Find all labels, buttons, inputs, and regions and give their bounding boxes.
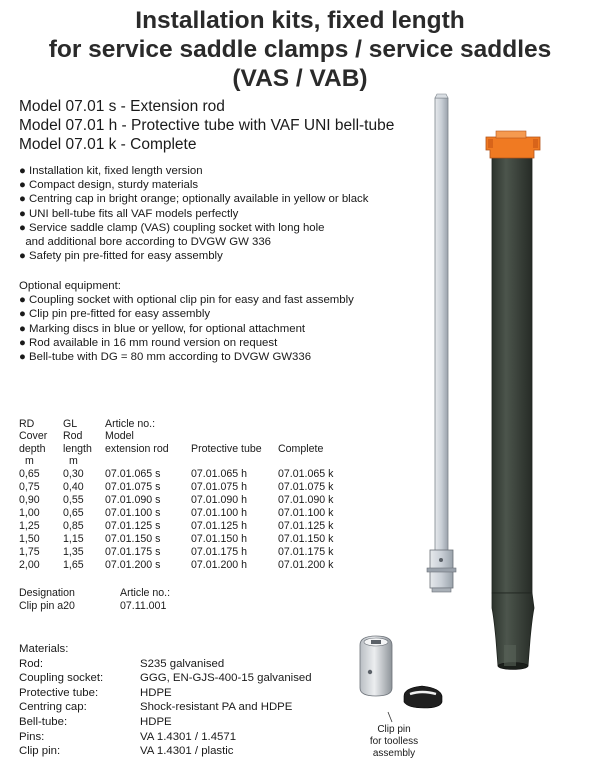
- cell-rd: 1,25: [19, 520, 40, 532]
- material-label: Clip pin:: [19, 745, 61, 758]
- cell-rd: 1,50: [19, 533, 40, 545]
- cell-rod: 07.01.125 s: [105, 520, 161, 532]
- header-article: Article no.:: [105, 418, 156, 430]
- clip-pin-illustration: [360, 636, 442, 722]
- cell-tube: 07.01.125 h: [191, 520, 247, 532]
- material-value: S235 galvanised: [140, 657, 225, 670]
- header-rd: RD: [19, 418, 35, 430]
- cell-complete: 07.01.150 k: [278, 533, 334, 545]
- cell-rd: 1,00: [19, 507, 40, 519]
- clip-designation: Clip pin a20: [19, 600, 75, 612]
- cell-gl: 1,65: [63, 559, 84, 571]
- material-value: VA 1.4301 / 1.4571: [140, 730, 237, 743]
- cell-rod: 07.01.100 s: [105, 507, 161, 519]
- materials-heading: Materials:: [19, 643, 69, 655]
- cell-rod: 07.01.065 s: [105, 468, 161, 480]
- cell-rod: 07.01.150 s: [105, 533, 161, 545]
- feature-item: ● Centring cap in bright orange; optionally available in yellow or black: [19, 193, 369, 206]
- cell-complete: 07.01.090 k: [278, 494, 334, 506]
- optional-item: ● Marking discs in blue or yellow, for optional attachment: [19, 322, 306, 335]
- clip-article: 07.11.001: [120, 600, 167, 612]
- header-article: Model: [105, 430, 134, 443]
- extension-rod-illustration: [427, 94, 456, 592]
- material-value: HDPE: [140, 686, 172, 699]
- header-gl: GL: [63, 418, 78, 430]
- feature-item: and additional bore according to DVGW GW 336: [19, 236, 271, 249]
- cell-tube: 07.01.100 h: [191, 507, 247, 519]
- feature-item: ● UNI bell-tube fits all VAF models perfectly: [19, 207, 239, 220]
- title-line-1: Installation kits, fixed length: [135, 7, 465, 34]
- cell-rd: 0,75: [19, 481, 40, 493]
- optional-item: ● Coupling socket with optional clip pin for easy and fast assembly: [19, 294, 354, 307]
- cell-gl: 0,40: [63, 481, 84, 493]
- cell-rd: 2,00: [19, 559, 40, 571]
- cell-tube: 07.01.150 h: [191, 533, 247, 545]
- cell-gl: 0,65: [63, 507, 84, 519]
- optional-heading: Optional equipment:: [19, 280, 121, 292]
- cell-gl: 0,85: [63, 520, 84, 532]
- caption-line: for toolless: [369, 736, 419, 747]
- clip-article-label: Article no.:: [120, 587, 171, 599]
- header-rd: depth: [19, 442, 46, 455]
- optional-item: ● Clip pin pre-fitted for easy assembly: [19, 308, 211, 321]
- cell-rod: 07.01.200 s: [105, 559, 161, 571]
- header-gl: Rod: [63, 430, 83, 443]
- cell-gl: 1,35: [63, 546, 84, 558]
- header-tube: Protective tube: [191, 442, 262, 455]
- cell-rod: 07.01.075 s: [105, 481, 161, 493]
- cell-complete: 07.01.125 k: [278, 520, 334, 532]
- material-label: Centring cap:: [19, 701, 87, 714]
- cell-rd: 1,75: [19, 546, 40, 558]
- header-article: extension rod: [105, 442, 169, 455]
- material-value: VA 1.4301 / plastic: [140, 745, 234, 758]
- header-gl: m: [69, 455, 78, 468]
- clip-designation-label: Designation: [19, 587, 75, 599]
- header-gl: length: [63, 442, 92, 455]
- cell-complete: 07.01.200 k: [278, 559, 334, 571]
- feature-item: ● Service saddle clamp (VAS) coupling socket with long hole: [19, 221, 325, 234]
- material-label: Bell-tube:: [19, 716, 68, 728]
- caption-line: assembly: [372, 748, 416, 759]
- cell-complete: 07.01.065 k: [278, 468, 334, 480]
- cell-tube: 07.01.065 h: [191, 468, 247, 480]
- cell-gl: 1,15: [63, 533, 84, 545]
- feature-item: ● Safety pin pre-fitted for easy assembly: [19, 250, 223, 263]
- cell-rod: 07.01.175 s: [105, 546, 161, 558]
- cell-tube: 07.01.200 h: [191, 559, 247, 571]
- cell-complete: 07.01.075 k: [278, 481, 334, 493]
- clip-pin-caption: [364, 724, 424, 760]
- material-label: Protective tube:: [19, 686, 99, 699]
- caption-line: Clip pin: [377, 724, 411, 735]
- cell-complete: 07.01.175 k: [278, 546, 334, 558]
- protective-tube-illustration: [486, 131, 540, 670]
- material-value: HDPE: [140, 716, 172, 728]
- title-line-2: for service saddle clamps / service saddles: [48, 36, 552, 63]
- title-line-3: (VAS / VAB): [232, 65, 368, 92]
- header-rd: Cover: [19, 430, 48, 443]
- optional-item: ● Bell-tube with DG = 80 mm according to DVGW GW336: [19, 351, 312, 364]
- optional-item: ● Rod available in 16 mm round version on request: [19, 336, 278, 349]
- cell-rd: 0,90: [19, 494, 40, 506]
- model-line: Model 07.01 h - Protective tube with VAF UNI bell-tube: [19, 117, 395, 134]
- cell-gl: 0,55: [63, 494, 84, 506]
- material-value: GGG, EN-GJS-400-15 galvanised: [140, 672, 312, 685]
- cell-gl: 0,30: [63, 468, 84, 480]
- cell-tube: 07.01.175 h: [191, 546, 247, 558]
- material-label: Rod:: [19, 657, 44, 670]
- cell-complete: 07.01.100 k: [278, 507, 334, 519]
- material-value: Shock-resistant PA and HDPE: [140, 701, 293, 714]
- header-complete: Complete: [278, 442, 324, 455]
- model-line: Model 07.01 s - Extension rod: [19, 98, 225, 115]
- header-rd: m: [25, 455, 34, 468]
- cell-tube: 07.01.075 h: [191, 481, 247, 493]
- cell-rod: 07.01.090 s: [105, 494, 161, 506]
- feature-item: ● Installation kit, fixed length version: [19, 165, 203, 177]
- material-label: Pins:: [19, 730, 45, 743]
- feature-item: ● Compact design, sturdy materials: [19, 179, 199, 192]
- cell-tube: 07.01.090 h: [191, 494, 247, 506]
- model-line: Model 07.01 k - Complete: [19, 136, 197, 153]
- material-label: Coupling socket:: [19, 672, 104, 685]
- cell-rd: 0,65: [19, 468, 40, 480]
